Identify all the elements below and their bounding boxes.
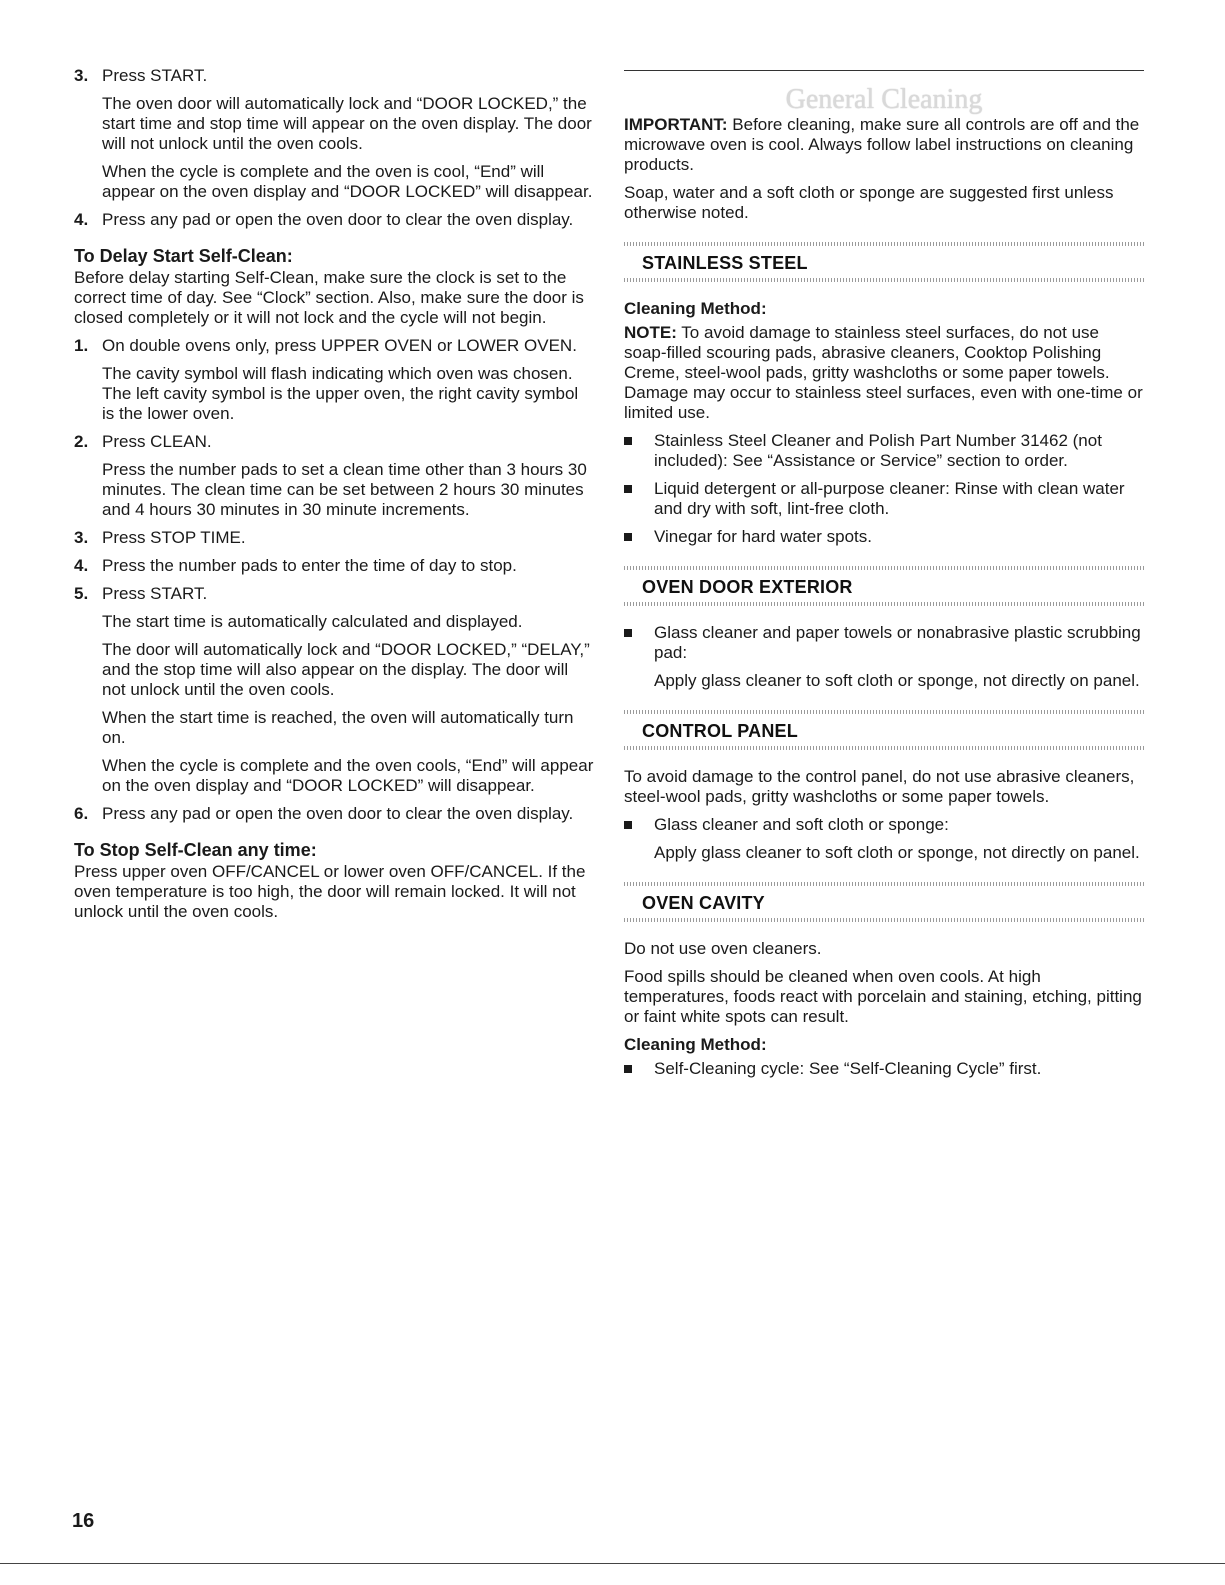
step-3-detail-1: The oven door will automatically lock and “DOOR LOCKED,” the start time and stop time will appear on the oven display. The door will not unlock until the oven cools. <box>102 94 592 153</box>
step-3-detail-2: When the cycle is complete and the oven is cool, “End” will appear on the oven display and “DOOR LOCKED” will disappear. <box>102 162 593 201</box>
delay-start-intro: Before delay starting Self-Clean, make sure the clock is set to the correct time of day. See “Clock” section. Also, make sure the door is closed completely or it will not lock and the cycle will not begin. <box>74 268 584 327</box>
left-column <box>74 66 594 930</box>
list-item: Glass cleaner and paper towels or nonabrasive plastic scrubbing pad: <box>624 623 1144 663</box>
list-item: Self-Cleaning cycle: See “Self-Cleaning Cycle” first. <box>624 1059 1144 1079</box>
delay-step-6: 6. Press any pad or open the oven door to clear the oven display. <box>74 804 574 823</box>
delay-step-1: 1. On double ovens only, press UPPER OVEN or LOWER OVEN. <box>74 336 577 355</box>
top-divider <box>624 70 1144 71</box>
section-title: General Cleaning <box>785 84 983 115</box>
delay-step-4: 4. Press the number pads to enter the time of day to stop. <box>74 556 517 575</box>
list-item: Stainless Steel Cleaner and Polish Part Number 31462 (not included): See “Assistance or Service” section to order. <box>624 431 1144 471</box>
cavity-cleaning-method-label: Cleaning Method: <box>624 1035 767 1054</box>
delay-step-2-detail: Press the number pads to set a clean time other than 3 hours 30 minutes. The clean time can be set between 2 hours 30 minutes and 4 hours 30 minutes in 30 minute increments. <box>102 460 587 519</box>
stainless-note: NOTE: To avoid damage to stainless steel surfaces, do not use soap-filled scouring pads, abrasive cleaners, Cooktop Polishing Creme, steel-wool pads, gritty washcloths or some paper towels. Damage may occur to stainless steel surfaces, even with one-time or limited use. <box>624 323 1143 422</box>
delay-start-heading: To Delay Start Self-Clean: <box>74 246 293 266</box>
delay-step-5-detail-1: The start time is automatically calculated and displayed. <box>102 612 523 631</box>
control-panel-band <box>624 705 1144 755</box>
cavity-text-1: Do not use oven cleaners. <box>624 939 822 958</box>
oven-cavity-band <box>624 877 1144 927</box>
delay-step-1-detail: The cavity symbol will flash indicating which oven was chosen. The left cavity symbol is the upper oven, the right cavity symbol is the lower oven. <box>102 364 579 423</box>
stop-self-clean-heading: To Stop Self-Clean any time: <box>74 840 317 860</box>
delay-step-5-detail-4: When the cycle is complete and the oven cools, “End” will appear on the oven display and “DOOR LOCKED” will disappear. <box>102 756 594 795</box>
delay-step-5: 5. Press START. <box>74 584 208 603</box>
important-note: IMPORTANT: Before cleaning, make sure all controls are off and the microwave oven is cool. Always follow label instructions on cleaning products. <box>624 115 1140 174</box>
list-item: Vinegar for hard water spots. <box>624 527 1144 547</box>
door-sub-text: Apply glass cleaner to soft cloth or sponge, not directly on panel. <box>654 671 1140 690</box>
control-panel-text: To avoid damage to the control panel, do not use abrasive cleaners, steel-wool pads, gritty washcloths or some paper towels. <box>624 767 1135 806</box>
oven-cavity-heading: OVEN CAVITY <box>642 893 765 913</box>
stainless-steel-heading: STAINLESS STEEL <box>642 253 808 273</box>
bullet-square-icon <box>624 485 632 493</box>
delay-step-3: 3. Press STOP TIME. <box>74 528 246 547</box>
stainless-steel-band <box>624 237 1144 287</box>
bottom-divider <box>0 1563 1225 1564</box>
bullet-square-icon <box>624 437 632 445</box>
stop-self-clean-text: Press upper oven OFF/CANCEL or lower oven OFF/CANCEL. If the oven temperature is too high, the door will remain locked. It will not unlock until the oven cools. <box>74 862 586 921</box>
soap-note: Soap, water and a soft cloth or sponge are suggested first unless otherwise noted. <box>624 183 1114 222</box>
delay-step-2: 2. Press CLEAN. <box>74 432 212 451</box>
oven-door-heading: OVEN DOOR EXTERIOR <box>642 577 853 597</box>
bullet-square-icon <box>624 821 632 829</box>
delay-step-5-detail-2: The door will automatically lock and “DOOR LOCKED,” “DELAY,” and the stop time will also appear on the display. The door will not unlock until the oven cools. <box>102 640 590 699</box>
bullet-square-icon <box>624 533 632 541</box>
step-3: 3. Press START. <box>74 66 208 85</box>
delay-step-5-detail-3: When the start time is reached, the oven will automatically turn on. <box>102 708 574 747</box>
bullet-square-icon <box>624 1065 632 1073</box>
list-item: Liquid detergent or all-purpose cleaner: Rinse with clean water and dry with soft, lint-free cloth. <box>624 479 1144 519</box>
cavity-text-2: Food spills should be cleaned when oven cools. At high temperatures, foods react with porcelain and staining, etching, pitting or faint white spots can result. <box>624 967 1142 1026</box>
list-item: Glass cleaner and soft cloth or sponge: <box>624 815 1144 835</box>
panel-sub-text: Apply glass cleaner to soft cloth or sponge, not directly on panel. <box>654 843 1140 862</box>
control-panel-heading: CONTROL PANEL <box>642 721 798 741</box>
oven-door-band <box>624 561 1144 611</box>
stainless-cleaning-method-label: Cleaning Method: <box>624 299 767 318</box>
bullet-square-icon <box>624 629 632 637</box>
step-4: 4. Press any pad or open the oven door to clear the oven display. <box>74 210 574 229</box>
page-number: 16 <box>72 1510 95 1532</box>
right-column <box>624 70 1144 1087</box>
